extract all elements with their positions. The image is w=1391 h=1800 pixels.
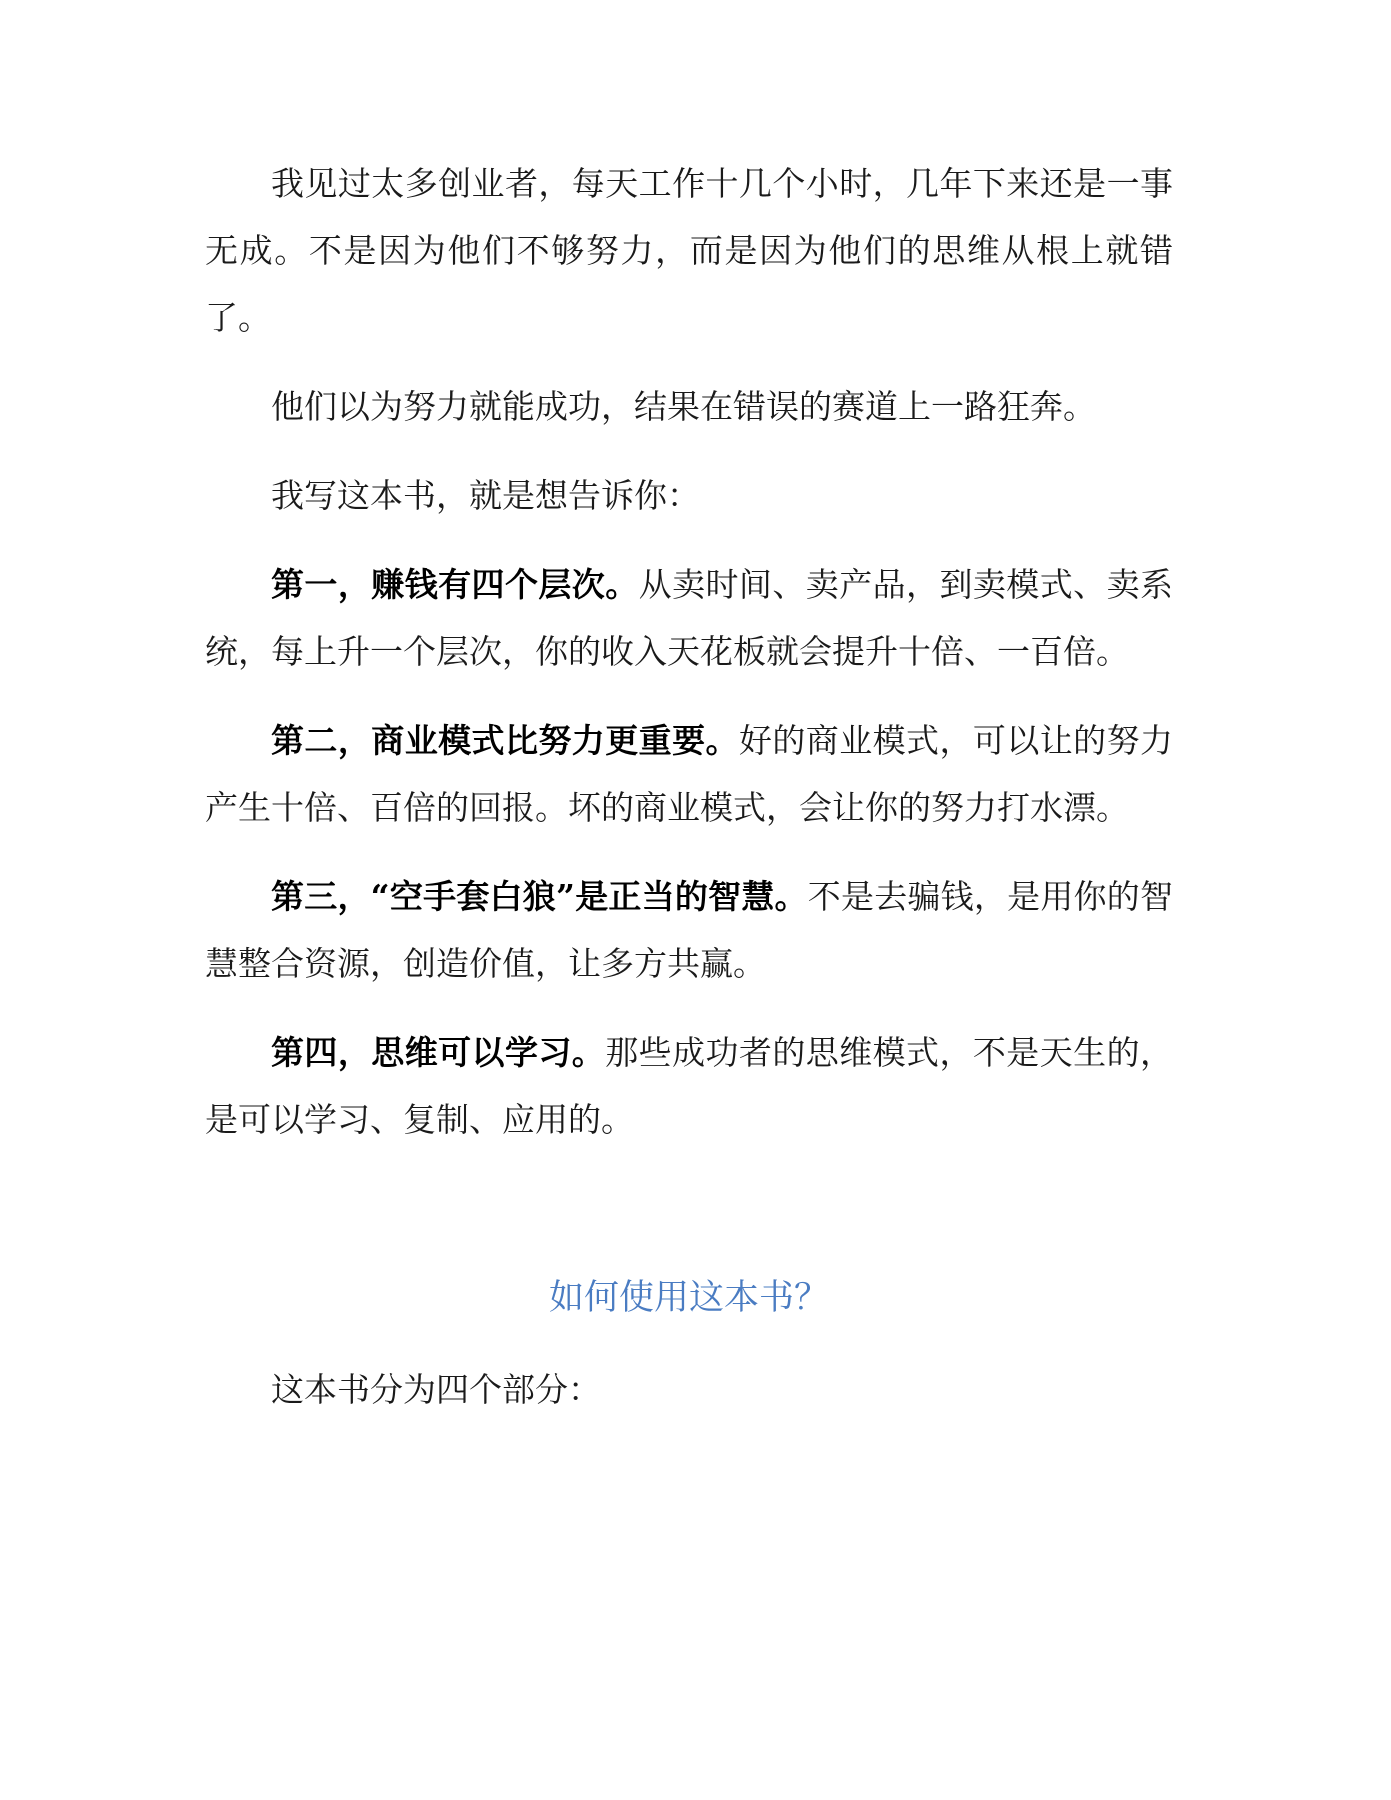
point-title: 第二，商业模式比努力更重要。 <box>271 721 739 760</box>
paragraph-text: 他们以为努力就能成功，结果在错误的赛道上一路狂奔。 <box>271 387 1096 426</box>
paragraph <box>205 373 1173 440</box>
paragraph <box>205 462 1173 529</box>
paragraph-text: 这本书分为四个部分： <box>271 1370 601 1409</box>
point-body: 好的商业模式，可以让的努力产生十倍、百倍的回报。坏的商业模式，会让你的努力打水漂。 <box>205 721 1174 827</box>
point-body: 那些成功者的思维模式，不是天生的，是可以学习、复制、应用的。 <box>205 1033 1174 1139</box>
point-title: 第一，赚钱有四个层次。 <box>271 565 639 604</box>
point-paragraph <box>205 707 1173 841</box>
point-paragraph <box>205 863 1173 997</box>
section-heading: 如何使用这本书？ <box>548 1278 829 1318</box>
point-body: 不是去骗钱，是用你的智慧整合资源，创造价值，让多方共赢。 <box>205 877 1173 983</box>
paragraph-text: 我写这本书，就是想告诉你： <box>271 476 700 515</box>
paragraph <box>205 1356 1173 1423</box>
point-paragraph <box>205 1019 1173 1153</box>
point-paragraph <box>205 551 1173 685</box>
paragraph-text: 我见过太多创业者，每天工作十几个小时，几年下来还是一事无成。不是因为他们不够努力，而是因为他们的思维从根上就错了。 <box>205 164 1173 337</box>
point-body: 从卖时间、卖产品，到卖模式、卖系统，每上升一个层次，你的收入天花板就会提升十倍、一百倍。 <box>205 565 1174 671</box>
point-title: 第四，思维可以学习。 <box>271 1033 606 1072</box>
document-body <box>205 150 1173 1445</box>
paragraph <box>205 150 1173 351</box>
point-title: 第三，“空手套白狼”是正当的智慧。 <box>271 877 808 916</box>
